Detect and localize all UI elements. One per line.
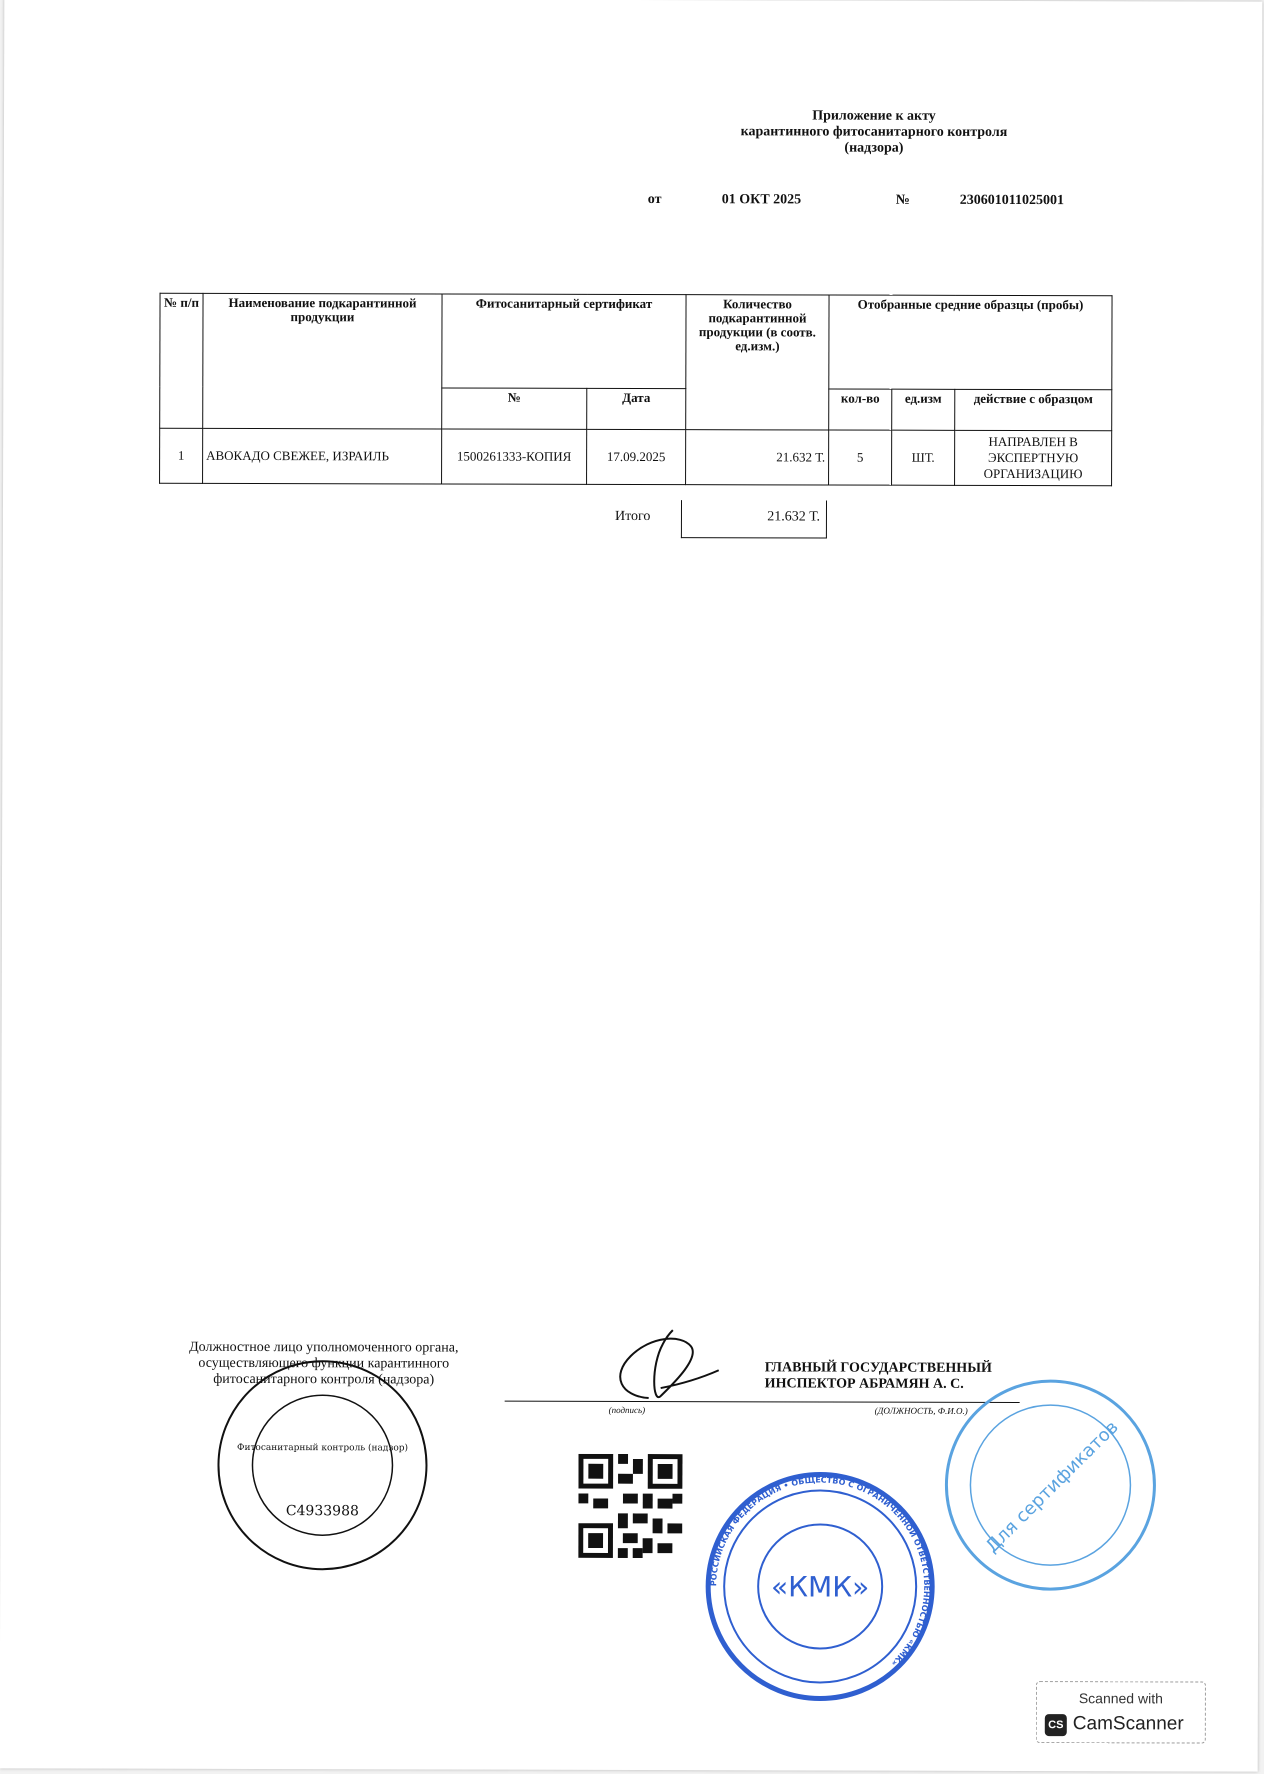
official-title: Должностное лицо уполномоченного органа, осуществляющего функции карантинного фитосанитарного контроля (надзора) [189, 1339, 459, 1388]
qr-code [578, 1454, 682, 1558]
cell-sample-unit: ШТ. [892, 430, 955, 485]
header-sample-count: кол-во [829, 389, 892, 430]
cell-sample-action: НАПРАВЛЕН В ЭКСПЕРТНУЮ ОРГАНИЗАЦИЮ [955, 430, 1112, 485]
certificate-stamp-text: Для сертификатов [981, 1416, 1123, 1558]
handwritten-signature [601, 1326, 721, 1406]
watermark-line2: CamScanner [1072, 1713, 1184, 1735]
appendix-title-line3: (надзора) [844, 140, 904, 156]
appendix-header [734, 108, 1014, 157]
header-quantity: Количество подкарантинной продукции (в соотв. ед.изм.) [686, 295, 829, 430]
act-date: 01 ОКТ 2025 [721, 192, 802, 208]
signature-caption: (подпись) [608, 1404, 646, 1416]
act-number: 230601011025001 [959, 192, 1065, 209]
appendix-title-line2: карантинного фитосанитарного контроля [740, 124, 1008, 140]
official-stamp-code: С4933988 [285, 1503, 359, 1520]
company-stamp [702, 1468, 939, 1705]
inspector-line2: ИНСПЕКТОР АБРАМЯН А. С. [764, 1376, 964, 1392]
act-number-label: № [895, 192, 910, 208]
appendix-title-line1: Приложение к акту [812, 108, 936, 124]
certificate-stamp [940, 1375, 1161, 1596]
camscanner-watermark [1036, 1681, 1206, 1743]
header-cert-no: № [442, 388, 587, 430]
total-value: 21.632 Т. [681, 500, 827, 538]
inspector-line1: ГЛАВНЫЙ ГОСУДАРСТВЕННЫЙ [764, 1360, 992, 1376]
official-stamp-center: Фитосанитарный контроль (надзор) [236, 1442, 409, 1454]
company-stamp-ring: РОССИЙСКАЯ ФЕДЕРАЦИЯ • ОБЩЕСТВО С ОГРАНИЧЕННОЙ ОТВЕТСТВЕННОСТЬЮ «КМК» [709, 1475, 932, 1668]
header-num: № п/п [160, 293, 203, 428]
watermark-line1: Scanned with [1078, 1690, 1163, 1707]
cell-name: АВОКАДО СВЕЖЕЕ, ИЗРАИЛЬ [203, 428, 442, 484]
act-from-label: от [647, 192, 662, 208]
cell-quantity: 21.632 Т. [686, 430, 829, 485]
position-caption: (ДОЛЖНОСТЬ, Ф.И.О.) [874, 1405, 968, 1416]
cell-cert-date: 17.09.2025 [587, 429, 686, 484]
cell-num: 1 [160, 428, 203, 483]
header-sample-action: действие с образцом [955, 389, 1112, 431]
camscanner-logo-icon: CS [1045, 1714, 1067, 1736]
header-cert-date: Дата [587, 388, 686, 430]
company-stamp-center: «КМК» [771, 1570, 870, 1604]
header-name: Наименование подкарантинной продукции [203, 293, 442, 429]
products-table [159, 293, 1112, 486]
header-cert: Фитосанитарный сертификат [442, 294, 686, 388]
official-stamp [212, 1355, 433, 1576]
header-sample-unit: ед.изм [892, 389, 955, 430]
cell-cert-no: 1500261333-КОПИЯ [442, 429, 587, 484]
header-samples: Отобранные средние образцы (пробы) [829, 295, 1112, 389]
table-row [160, 428, 1112, 485]
total-label: Итого [614, 508, 651, 525]
cell-sample-count: 5 [829, 430, 892, 485]
